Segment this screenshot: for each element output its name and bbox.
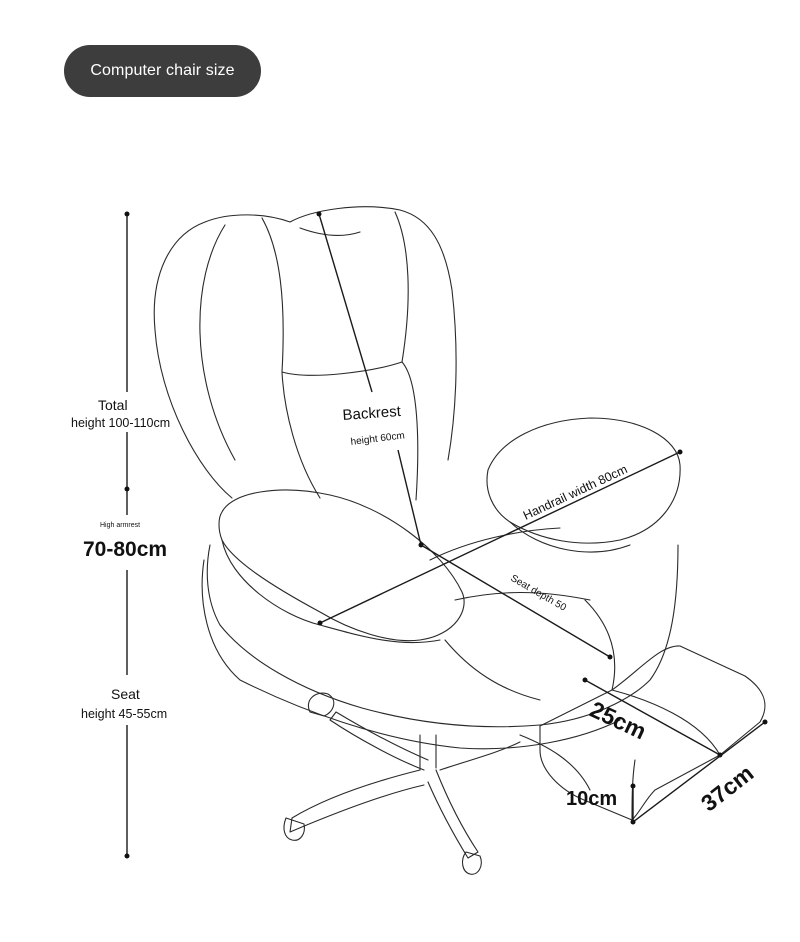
footrest-width-label: 37cm <box>696 759 759 817</box>
footrest-length-label: 25cm <box>586 696 651 745</box>
backrest-label: Backrest <box>342 402 402 424</box>
backrest-height-label: height 60cm <box>350 430 406 448</box>
armrest-height-small-label: High armrest <box>100 522 141 529</box>
total-height-label-line2: height 100-110cm <box>71 416 171 430</box>
seat-height-label-line1: Seat <box>111 686 140 702</box>
chair-size-title-badge: Computer chair size <box>64 45 261 97</box>
seat-depth-label: Seat depth 50 <box>508 573 568 614</box>
handrail-width-label: Handrail width 80cm <box>521 462 630 523</box>
seat-height-label-line2: height 45-55cm <box>81 707 168 721</box>
armrest-height-value: 70-80cm <box>83 538 168 561</box>
total-height-label-line1: Total <box>98 397 128 413</box>
footrest-height-label: 10cm <box>566 788 618 810</box>
